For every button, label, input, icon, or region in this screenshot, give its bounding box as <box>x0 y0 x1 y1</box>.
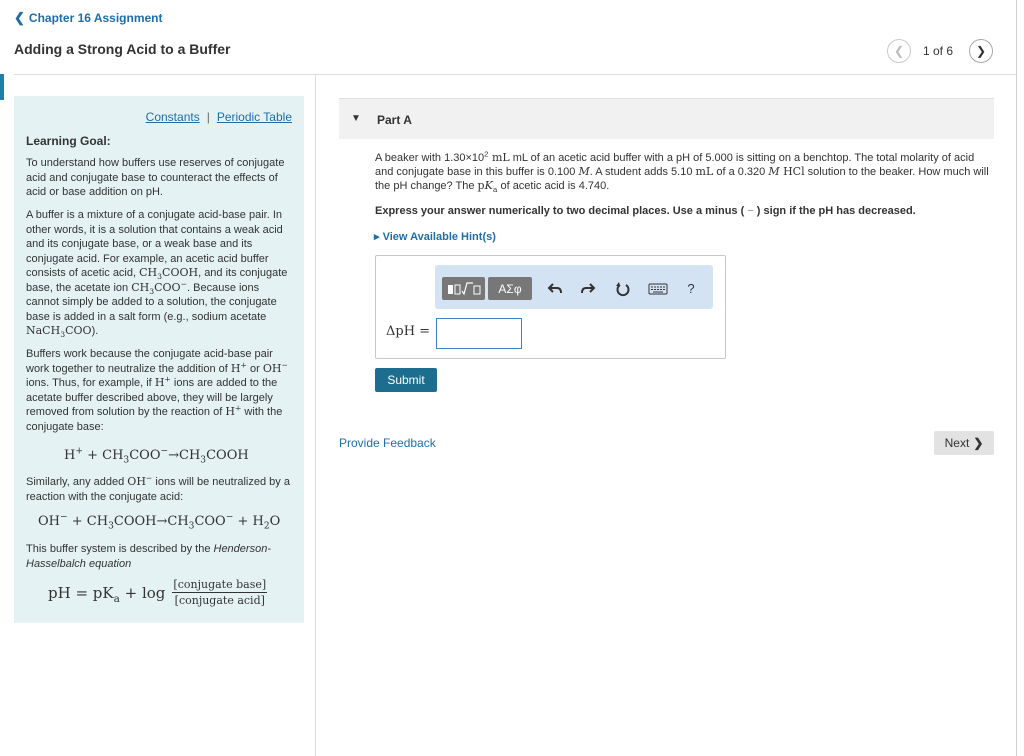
page-counter: 1 of 6 <box>923 44 954 58</box>
delta-ph-input[interactable] <box>436 318 522 349</box>
keyboard-icon <box>648 282 668 296</box>
fraction-denominator: [conjugate acid] <box>174 594 265 607</box>
redo-icon <box>580 281 596 297</box>
back-to-assignment-link[interactable] <box>14 10 163 26</box>
caret-down-icon: ▼ <box>351 113 361 124</box>
page-title: Adding a Strong Acid to a Buffer <box>14 41 231 57</box>
acid-neutralization-equation: $H^+ + CH_3COO^-\to CH_3COOH$ <box>64 446 249 466</box>
learning-goal-heading: Learning Goal: <box>26 134 111 148</box>
next-item-button[interactable] <box>969 39 993 63</box>
next-label: Next <box>944 436 970 450</box>
left-edge-tab <box>0 74 4 100</box>
learning-goal-panel <box>14 96 304 623</box>
caret-right-icon: ▸ <box>374 231 380 243</box>
back-label: Chapter 16 Assignment <box>28 11 163 25</box>
part-a-header[interactable] <box>339 98 994 139</box>
previous-item-button[interactable] <box>887 39 911 63</box>
submit-button[interactable]: Submit <box>375 368 437 392</box>
buffer-definition-paragraph: A buffer is a mixture of a conjugate acid-base pair. In other words, it is a solution that contains a weak acid and its conjugate base, or a weak base and its conjugate acid. For example, an acetic acid buffer consists of acetic acid, $CH_3COOH$, and its conjugate base, the acetate ion $CH_3COO^-$. Because ions cannot simply be added to a solution, the conjugate base is added in a salt form (e.g., sodium acetate NaCH$_3$COO). <box>26 209 288 340</box>
base-neutralization-equation: $OH^- + CH_3COOH\to CH_3COO^- + H_2O$ <box>38 512 281 532</box>
reset-button[interactable] <box>613 277 633 300</box>
provide-feedback-link[interactable]: Provide Feedback <box>339 436 436 450</box>
undo-button[interactable] <box>545 277 565 300</box>
symbols-button[interactable]: ΑΣφ <box>488 277 532 300</box>
math-toolbar <box>435 265 713 309</box>
answer-label: ΔpH = <box>386 324 431 339</box>
redo-button[interactable] <box>578 277 598 300</box>
link-separator: | <box>206 110 210 124</box>
answer-instruction: Express your answer numerically to two decimal places. Use a minus ( − ) sign if the pH has decreased. <box>375 205 916 217</box>
part-label: Part A <box>377 113 412 127</box>
chevron-right-icon: ❯ <box>975 44 987 58</box>
chevron-right-icon: ❯ <box>973 436 984 450</box>
fraction-numerator: [conjugate base] <box>173 578 267 591</box>
templates-icon <box>446 281 482 297</box>
answer-box <box>375 255 726 359</box>
undo-icon <box>547 281 563 297</box>
header-divider <box>14 74 1016 75</box>
chevron-left-icon: ❮ <box>893 44 905 58</box>
constants-link[interactable]: Constants <box>145 110 200 124</box>
frame-border <box>1016 0 1017 756</box>
chevron-left-icon: ❮ <box>14 10 25 25</box>
help-button[interactable]: ? <box>687 281 695 296</box>
reference-links <box>146 110 292 124</box>
goal-paragraph: To understand how buffers use reserves of conjugate acid and conjugate base to counteract the effects of acid or base addition on pH. <box>26 157 285 198</box>
keyboard-button[interactable] <box>647 277 669 300</box>
buffer-mechanism-paragraph: Buffers work because the conjugate acid-base pair work together to neutralize the addition of H+ or OH− ions. Thus, for example, if H+ ions are added to the acetate buffer described above, they will be largely removed from solution by the reaction of H+ with the conjugate base: <box>26 348 288 433</box>
templates-button[interactable] <box>442 277 485 300</box>
reset-icon <box>615 281 631 297</box>
henderson-hasselbalch-equation: pH = $pK_a + \log$ $\frac{\text{[conjugate base]}}{\text{[conjugate acid]}}$ <box>48 578 267 607</box>
periodic-table-link[interactable]: Periodic Table <box>216 110 292 124</box>
next-button[interactable] <box>934 431 994 455</box>
view-hints-toggle[interactable]: ▸ View Available Hint(s) <box>374 231 496 243</box>
question-text: A beaker with $1.30\times 10^2$ mL mL of an acetic acid buffer with a pH of 5.000 is sitting on a benchtop. The total molarity of acid and conjugate base in this buffer is 0.100 M. A student adds 5.10 mL of a 0.320 M HCl solution to the beaker. How much will the pH change? The $pK_a$ of acetic acid is 4.740. <box>375 149 989 195</box>
henderson-hasselbalch-paragraph: This buffer system is described by the Henderson-Hasselbalch equation <box>26 543 271 570</box>
base-neutralization-paragraph: Similarly, any added OH− ions will be neutralized by a reaction with the conjugate acid: <box>26 473 290 503</box>
column-divider <box>315 74 316 756</box>
